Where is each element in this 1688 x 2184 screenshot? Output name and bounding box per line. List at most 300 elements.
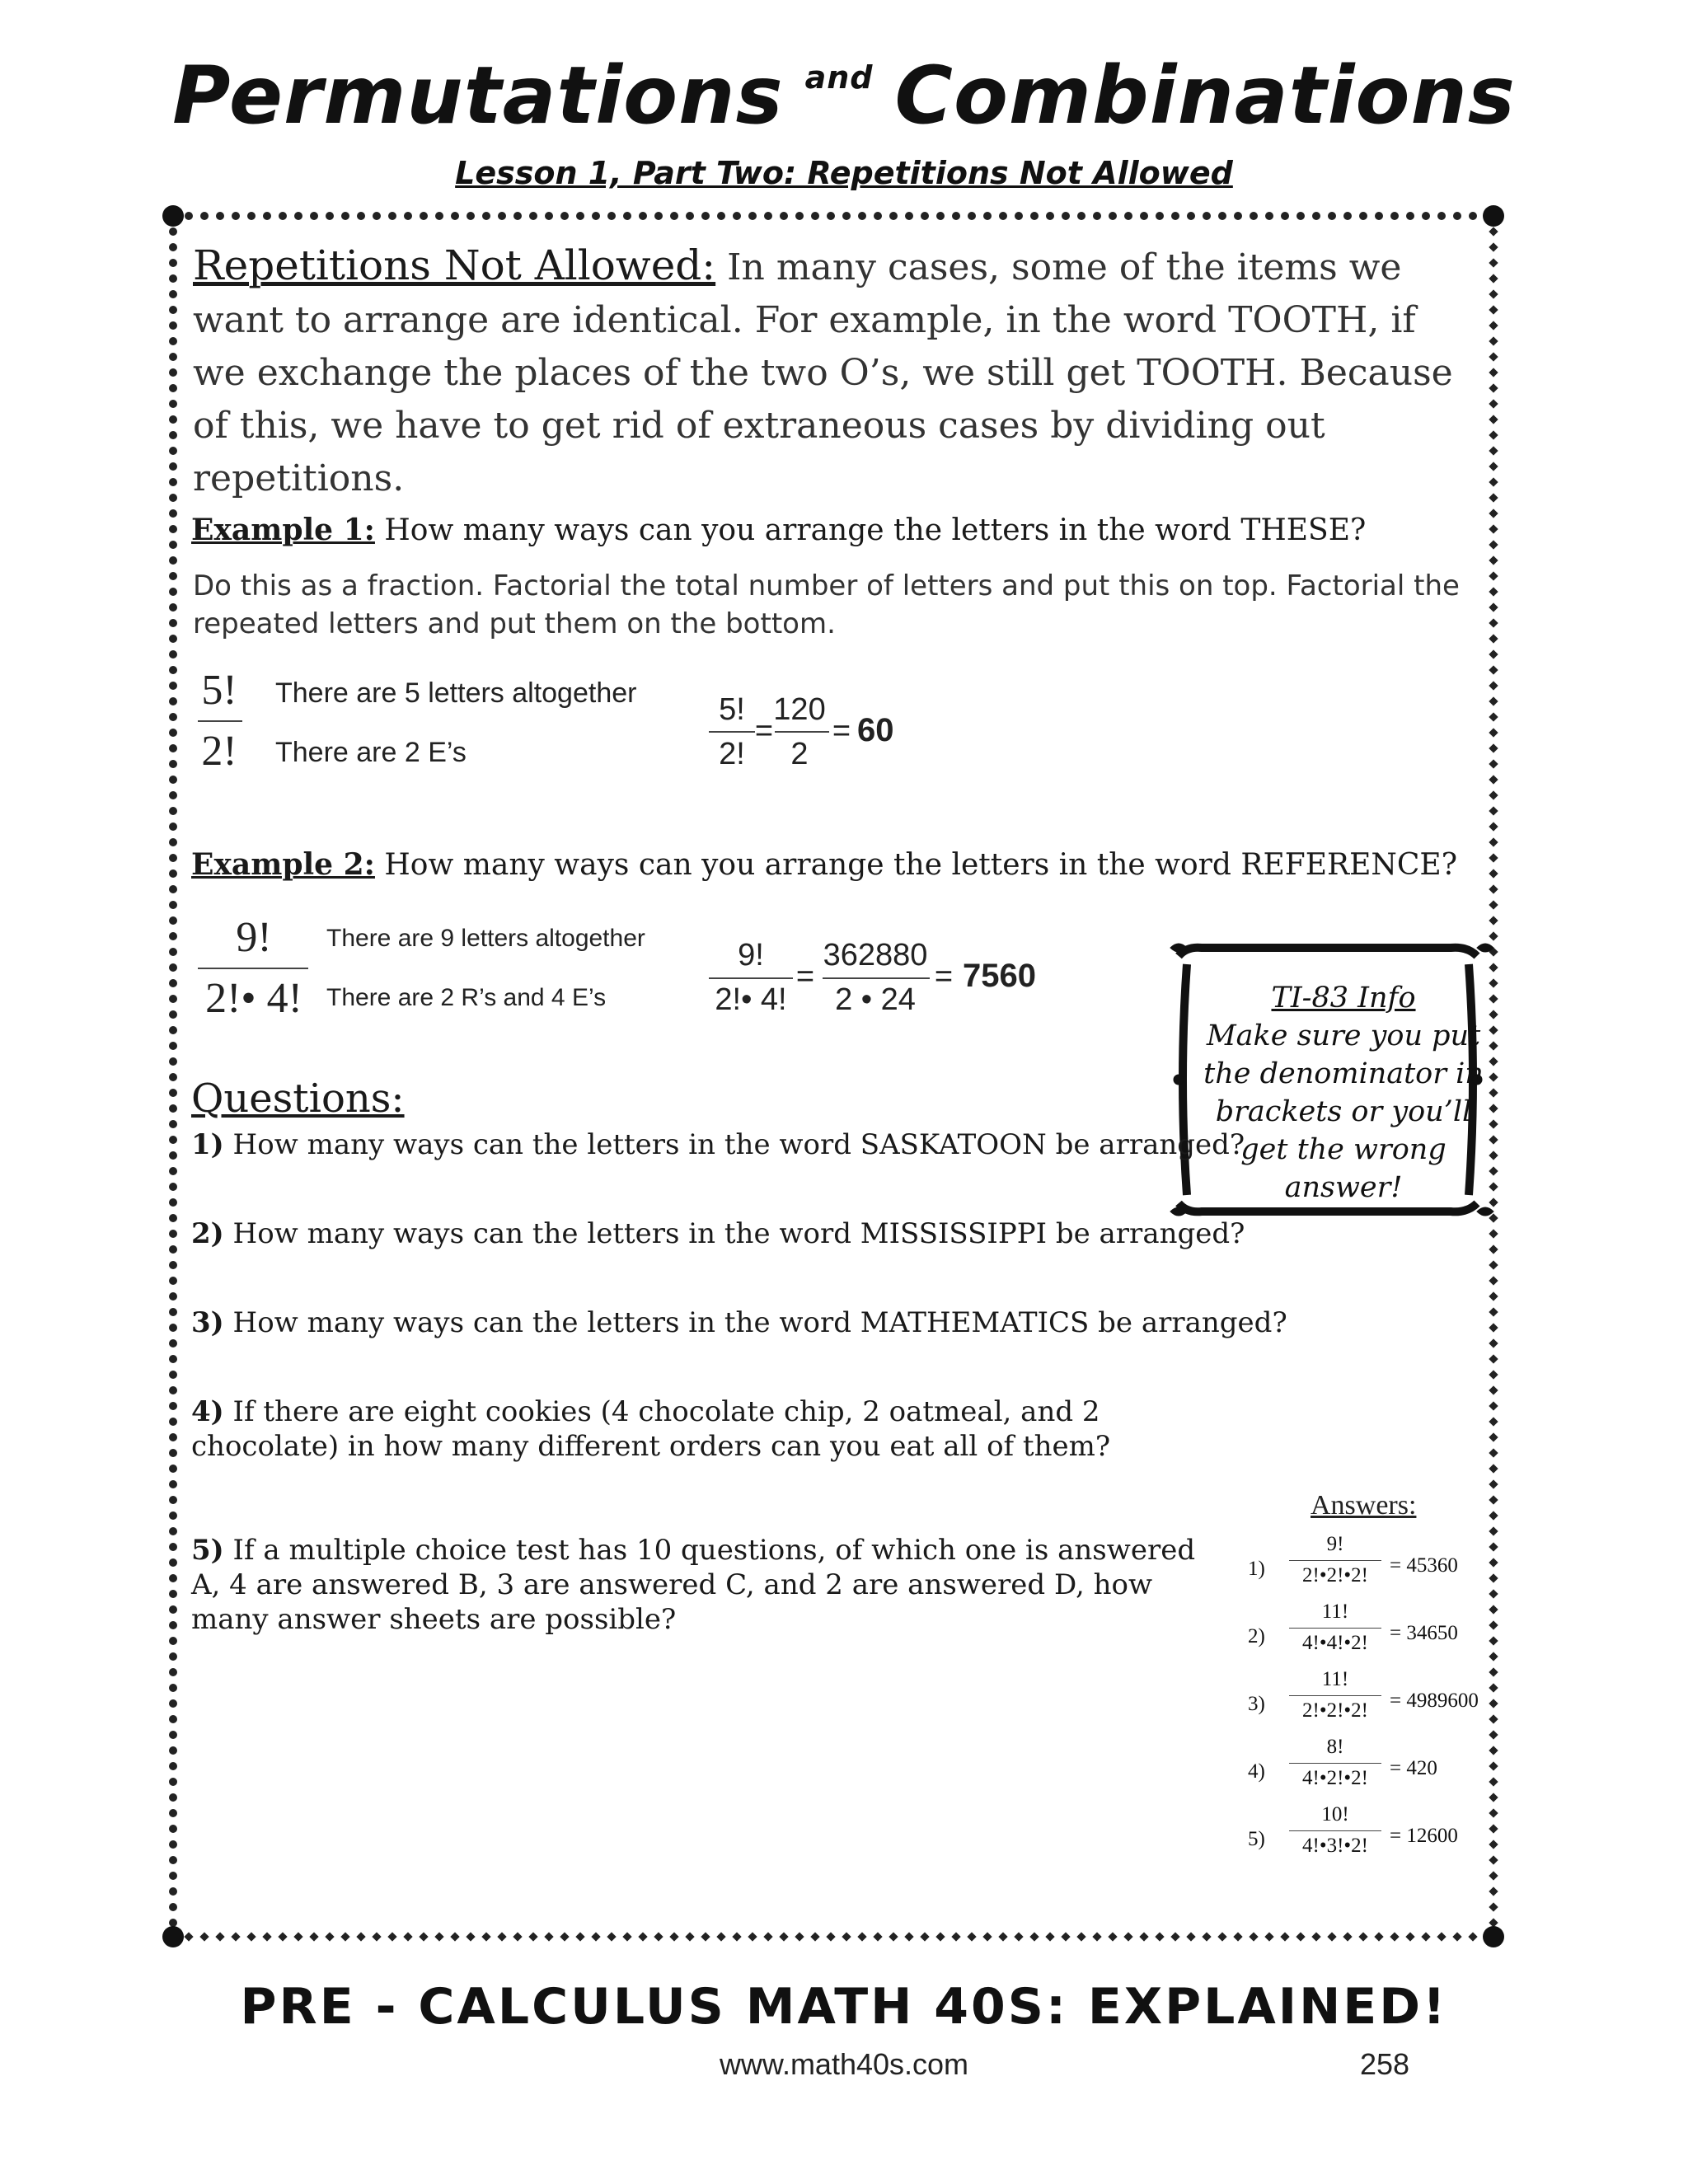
border-dot: [1076, 1932, 1085, 1941]
border-dot: [1489, 1464, 1498, 1473]
border-dot: [1358, 1932, 1367, 1941]
border-dot: [1489, 1620, 1498, 1629]
ex2-calc-bar1: [709, 977, 793, 979]
border-dot: [779, 1932, 788, 1941]
border-dot: [1489, 1808, 1498, 1817]
border-dot: [169, 478, 177, 486]
border-dot: [1233, 1932, 1242, 1941]
border-dot: [686, 212, 694, 220]
border-dot: [513, 1932, 522, 1941]
border-dot: [575, 1932, 584, 1941]
border-dot: [169, 290, 177, 298]
ti-info-title: TI-83 Info: [1271, 982, 1416, 1015]
answer-result: = 34650: [1390, 1622, 1458, 1644]
border-dot: [169, 306, 177, 314]
border-dot: [513, 212, 522, 220]
border-dot: [169, 1684, 177, 1692]
border-dot: [1155, 1932, 1164, 1941]
border-dot: [1390, 212, 1399, 220]
border-dot: [1489, 822, 1498, 831]
border-dot: [169, 1652, 177, 1661]
border-dot: [1489, 1323, 1498, 1332]
border-dot: [169, 1856, 177, 1864]
border-dot: [169, 1480, 177, 1488]
border-dot: [1343, 1932, 1352, 1941]
border-dot: [169, 635, 177, 643]
border-dot: [169, 1511, 177, 1520]
border-dot: [325, 1932, 334, 1941]
border-dot: [263, 212, 271, 220]
border-dot: [1489, 1589, 1498, 1598]
border-dot: [1489, 1432, 1498, 1441]
border-dot: [169, 1762, 177, 1770]
answer-numerator: 9!: [1326, 1533, 1344, 1555]
border-dot: [1327, 1932, 1336, 1941]
border-dot: [1061, 1932, 1070, 1941]
border-dot: [246, 1932, 256, 1941]
border-dot: [169, 963, 177, 972]
border-dot: [1452, 1932, 1461, 1941]
ex2-numerator-desc: There are 9 letters altogether: [326, 925, 645, 952]
border-dot: [169, 682, 177, 690]
border-dot: [169, 1872, 177, 1880]
ex1-calc-num2: 120: [773, 692, 826, 727]
border-dot: [1489, 775, 1498, 784]
answer-number: 5): [1248, 1828, 1265, 1850]
border-dot: [1156, 212, 1164, 220]
ex1-denominator: 2!: [201, 728, 237, 775]
border-dot: [169, 1386, 177, 1394]
border-dot: [169, 1558, 177, 1567]
border-dot: [1489, 1213, 1498, 1222]
question-number: 1): [191, 1128, 224, 1161]
answer-numerator: 8!: [1326, 1736, 1344, 1758]
answer-result: = 12600: [1390, 1825, 1458, 1847]
border-dot: [169, 744, 177, 752]
border-dot: [1249, 1932, 1258, 1941]
border-dot: [169, 1903, 177, 1911]
border-dot: [169, 384, 177, 392]
border-dot: [1489, 1902, 1498, 1911]
border-dot: [169, 823, 177, 831]
border-dot: [278, 1932, 287, 1941]
question-number: 3): [191, 1306, 224, 1339]
border-dot: [169, 697, 177, 705]
answer-denominator: 4!•3!•2!: [1302, 1835, 1368, 1857]
border-dot: [1108, 1932, 1117, 1941]
answer-numerator: 11!: [1321, 1601, 1349, 1623]
border-dot: [169, 1574, 177, 1582]
border-dot: [1453, 212, 1461, 220]
border-dot: [1343, 212, 1352, 220]
border-dot: [1489, 712, 1498, 721]
ex2-denominator: 2!• 4!: [205, 975, 302, 1022]
border-dot: [434, 1932, 443, 1941]
border-dot: [231, 1932, 240, 1941]
border-dot: [1045, 1932, 1054, 1941]
border-dot: [1489, 1417, 1498, 1426]
border-dot: [1123, 1932, 1132, 1941]
border-dot: [1489, 1338, 1498, 1347]
question-number: 4): [191, 1395, 224, 1428]
border-dot: [169, 588, 177, 596]
border-dot: [811, 212, 819, 220]
intro-heading: Repetitions Not Allowed:: [193, 241, 716, 289]
border-dot: [920, 1932, 929, 1941]
ex2-calc-num2: 362880: [823, 938, 928, 972]
border-dot: [169, 713, 177, 721]
example-2-label: Example 2:: [191, 847, 375, 882]
border-dot: [169, 1449, 177, 1457]
border-dot: [968, 212, 976, 220]
border-dot: [1422, 212, 1430, 220]
border-dot: [169, 1919, 177, 1927]
border-dot: [654, 1932, 663, 1941]
border-dot: [1489, 258, 1498, 267]
border-dot: [1489, 555, 1498, 565]
border-dot: [199, 1932, 209, 1941]
border-dot: [1186, 1932, 1195, 1941]
border-dot: [200, 212, 209, 220]
border-dot: [1217, 1932, 1226, 1941]
border-dot: [1489, 242, 1498, 251]
border-dot: [169, 1151, 177, 1160]
question-text: How many ways can the letters in the word SASKATOON be arranged?: [223, 1128, 1245, 1161]
border-dot: [1489, 837, 1498, 846]
border-dot: [1311, 1932, 1320, 1941]
border-dot: [169, 995, 177, 1003]
border-dot: [1203, 212, 1211, 220]
footer-url[interactable]: www.math40s.com: [719, 2047, 969, 2081]
border-dot: [1489, 649, 1498, 658]
border-dot: [1489, 1699, 1498, 1708]
example-2-question: [191, 847, 1457, 882]
ex1-calc-num1: 5!: [719, 692, 745, 727]
border-dot: [169, 1793, 177, 1802]
border-dot: [467, 212, 475, 220]
border-dot: [1468, 1932, 1477, 1941]
question-item: [191, 1127, 1296, 1162]
questions-heading: Questions:: [191, 1076, 405, 1122]
title-and: and: [804, 59, 874, 96]
example-2-text: How many ways can you arrange the letters in the word REFERENCE?: [374, 848, 1458, 882]
border-dot: [1489, 1667, 1498, 1676]
border-dot: [1489, 1918, 1498, 1927]
border-dot: [748, 1932, 757, 1941]
border-dot: [1139, 1932, 1148, 1941]
question-number: 5): [191, 1534, 224, 1567]
border-dot: [1489, 399, 1498, 408]
border-corner-ornament: [1483, 205, 1504, 227]
example-1-text: How many ways can you arrange the letters in the word THESE?: [374, 513, 1367, 547]
border-dot: [1489, 900, 1498, 909]
border-dot: [1489, 383, 1498, 392]
ex1-calc-den1: 2!: [719, 737, 745, 771]
border-dot: [1489, 321, 1498, 330]
border-dot: [247, 212, 256, 220]
border-dot: [670, 212, 678, 220]
ti-info-text: Make sure you put the denominator in brackets or you’ll get the wrong answer!: [1203, 1019, 1484, 1204]
border-dot: [905, 212, 913, 220]
border-dot: [1489, 1558, 1498, 1567]
border-dot: [1029, 1932, 1039, 1941]
border-dot: [356, 1932, 365, 1941]
border-dot: [717, 212, 725, 220]
border-dot: [999, 212, 1007, 220]
border-dot: [169, 494, 177, 502]
ex1-denominator-desc: There are 2 E’s: [275, 737, 467, 768]
ex2-calc-bar2: [823, 977, 930, 979]
border-dot: [858, 212, 866, 220]
border-dot: [607, 1932, 616, 1941]
border-dot: [169, 1668, 177, 1676]
border-dot: [169, 1887, 177, 1896]
border-dot: [169, 274, 177, 283]
question-text: If there are eight cookies (4 chocolate chip, 2 oatmeal, and 2 chocolate) in how many different orders can you eat all of them?: [191, 1395, 1111, 1463]
border-dot: [1280, 1932, 1289, 1941]
border-dot: [1489, 446, 1498, 455]
border-dot: [169, 932, 177, 940]
border-dot: [1489, 1495, 1498, 1504]
border-dot: [1469, 212, 1477, 220]
ex2-calc-den2: 2 • 24: [835, 982, 916, 1017]
border-dot: [169, 776, 177, 784]
border-dot: [1489, 1244, 1498, 1254]
border-dot: [169, 337, 177, 345]
border-dot: [420, 212, 428, 220]
border-dot: [169, 619, 177, 627]
border-dot: [1489, 1871, 1498, 1880]
answer-number: 4): [1248, 1760, 1265, 1783]
border-dot: [169, 1465, 177, 1473]
title-left: Permutations: [172, 49, 784, 142]
border-dot: [1264, 1932, 1273, 1941]
border-dot: [1489, 493, 1498, 502]
border-dot: [1489, 1276, 1498, 1285]
ex2-calc-eq1: =: [795, 959, 815, 994]
border-dot: [1489, 1824, 1498, 1833]
border-dot: [232, 212, 240, 220]
border-dot: [1093, 212, 1101, 220]
border-dot: [169, 1590, 177, 1598]
border-dot: [169, 916, 177, 925]
ex2-fraction-bar: [198, 968, 308, 969]
border-dot: [1489, 1840, 1498, 1849]
border-dot: [169, 1136, 177, 1144]
intro-paragraph: [193, 239, 1479, 505]
border-dot: [701, 212, 710, 220]
border-dot: [169, 541, 177, 549]
ex1-numerator: 5!: [201, 667, 237, 714]
intro-text: In many cases, some of the items we want to arrange are identical. For example, in the word TOOTH, if we exchange the places of the two O’s, we still get TOOTH. Because of this, we have to get rid of extraneous cases by dividing out repetitions.: [193, 246, 1453, 499]
border-dot: [826, 1932, 835, 1941]
border-dot: [169, 1605, 177, 1614]
border-dot: [1489, 1307, 1498, 1316]
border-dot: [404, 212, 412, 220]
answer-fraction-bar: [1289, 1830, 1381, 1831]
border-dot: [169, 572, 177, 580]
ex1-numerator-desc: There are 5 letters altogether: [275, 677, 637, 709]
border-dot: [1489, 869, 1498, 878]
border-dot: [1062, 212, 1070, 220]
border-dot: [169, 1214, 177, 1222]
border-dot: [1489, 1229, 1498, 1238]
border-dot: [1489, 1777, 1498, 1786]
lesson-subtitle: Lesson 1, Part Two: Repetitions Not Allowed: [455, 155, 1233, 191]
border-dot: [921, 212, 929, 220]
border-dot: [169, 1104, 177, 1113]
border-dot: [1489, 728, 1498, 737]
border-dot: [951, 1932, 960, 1941]
ex1-calc-eq1: =: [754, 714, 774, 748]
question-item: [191, 1394, 1164, 1464]
border-dot: [1489, 1652, 1498, 1661]
border-dot: [169, 509, 177, 518]
border-dot: [294, 212, 302, 220]
border-dot: [169, 1167, 177, 1175]
border-dot: [169, 869, 177, 878]
border-dot: [169, 1840, 177, 1849]
answer-fraction-bar: [1289, 1695, 1381, 1696]
example-1-note: Do this as a fraction. Factorial the total number of letters and put this on top. Factorial the repeated letters and put them on the bottom.: [193, 569, 1460, 640]
border-dot: [169, 243, 177, 251]
border-dot: [1489, 305, 1498, 314]
ex1-calc-eq2: =: [832, 714, 851, 748]
border-dot: [497, 1932, 506, 1941]
border-dot: [1092, 1932, 1101, 1941]
border-dot: [1489, 1448, 1498, 1457]
border-dot: [1489, 1479, 1498, 1488]
border-dot: [1312, 212, 1320, 220]
ex2-calc-eq2: =: [934, 959, 954, 994]
page-number: 258: [1360, 2047, 1410, 2081]
border-dot: [169, 1699, 177, 1708]
border-dot: [169, 1183, 177, 1191]
border-dot: [262, 1932, 271, 1941]
border-dot: [1489, 1526, 1498, 1535]
border-dot: [169, 1621, 177, 1629]
ti-info-box: [1195, 979, 1492, 1207]
border-dot: [169, 901, 177, 909]
border-dot: [827, 212, 835, 220]
border-dot: [1489, 696, 1498, 705]
border-dot: [169, 1809, 177, 1817]
ex2-numerator: 9!: [236, 914, 272, 961]
border-dot: [169, 1308, 177, 1316]
answer-fraction-bar: [1289, 1628, 1381, 1629]
border-dot: [1489, 916, 1498, 925]
border-dot: [1030, 212, 1039, 220]
border-dot: [1489, 759, 1498, 768]
border-dot: [1202, 1932, 1211, 1941]
border-dot: [1489, 634, 1498, 643]
answer-number: 2): [1248, 1625, 1265, 1647]
border-dot: [763, 1932, 772, 1941]
border-dot: [169, 1245, 177, 1254]
border-dot: [169, 1073, 177, 1081]
ex1-calc-bar1: [709, 731, 755, 733]
border-dot: [1489, 1542, 1498, 1551]
border-dot: [810, 1932, 819, 1941]
border-dot: [1489, 289, 1498, 298]
border-dot: [169, 462, 177, 471]
border-dot: [169, 885, 177, 893]
border-dot: [967, 1932, 976, 1941]
border-dot: [622, 1932, 631, 1941]
border-dot: [1489, 1354, 1498, 1363]
border-dot: [1489, 790, 1498, 799]
border-dot: [669, 1932, 678, 1941]
border-dot: [936, 212, 945, 220]
border-dot: [733, 212, 741, 220]
border-dot: [1489, 336, 1498, 345]
answer-number: 1): [1248, 1558, 1265, 1580]
border-dot: [1281, 212, 1289, 220]
border-dot: [1489, 1401, 1498, 1410]
question-text: If a multiple choice test has 10 questions, of which one is answered A, 4 are answered B, 3 are answered C, and 2 are answered D, how many answer sheets are possible?: [191, 1534, 1196, 1636]
border-dot: [419, 1932, 428, 1941]
border-dot: [1046, 212, 1054, 220]
border-dot: [1489, 430, 1498, 439]
border-dot: [169, 556, 177, 565]
border-dot: [560, 1932, 569, 1941]
border-dot: [373, 212, 381, 220]
answer-number: 3): [1248, 1693, 1265, 1715]
border-dot: [482, 212, 490, 220]
border-dot: [1489, 1385, 1498, 1394]
border-dot: [169, 666, 177, 674]
answers-heading: Answers:: [1311, 1490, 1417, 1521]
ex1-calc-result: 60: [857, 712, 894, 748]
border-dot: [1296, 212, 1305, 220]
border-dot: [904, 1932, 913, 1941]
border-dot: [169, 760, 177, 768]
border-dot: [748, 212, 757, 220]
question-text: How many ways can the letters in the word MISSISSIPPI be arranged?: [223, 1217, 1245, 1250]
question-number: 2): [191, 1217, 224, 1250]
border-dot: [169, 1324, 177, 1332]
border-dot: [169, 1010, 177, 1019]
border-dot: [341, 212, 349, 220]
border-dot: [169, 1715, 177, 1723]
border-dot: [169, 1057, 177, 1066]
border-dot: [716, 1932, 725, 1941]
border-dot: [764, 212, 772, 220]
border-dot: [169, 1731, 177, 1739]
example-1-question: [191, 513, 1366, 547]
border-dot: [1489, 602, 1498, 612]
border-dot: [1489, 509, 1498, 518]
border-dot: [310, 212, 318, 220]
border-dot: [1406, 212, 1414, 220]
ex1-calc-den2: 2: [790, 737, 809, 771]
border-dot: [545, 212, 553, 220]
border-dot: [372, 1932, 381, 1941]
border-dot: [1187, 212, 1195, 220]
answer-numerator: 10!: [1321, 1803, 1349, 1825]
border-dot: [169, 1433, 177, 1441]
border-dot: [623, 212, 631, 220]
border-dot: [1489, 1793, 1498, 1802]
border-dot: [481, 1932, 490, 1941]
ex2-calc-den1: 2!• 4!: [715, 982, 787, 1017]
border-dot: [169, 838, 177, 846]
border-dot: [1328, 212, 1336, 220]
border-corner-ornament: [1483, 1926, 1504, 1947]
border-dot: [1140, 212, 1148, 220]
border-dot: [528, 1932, 537, 1941]
border-dot: [1234, 212, 1242, 220]
